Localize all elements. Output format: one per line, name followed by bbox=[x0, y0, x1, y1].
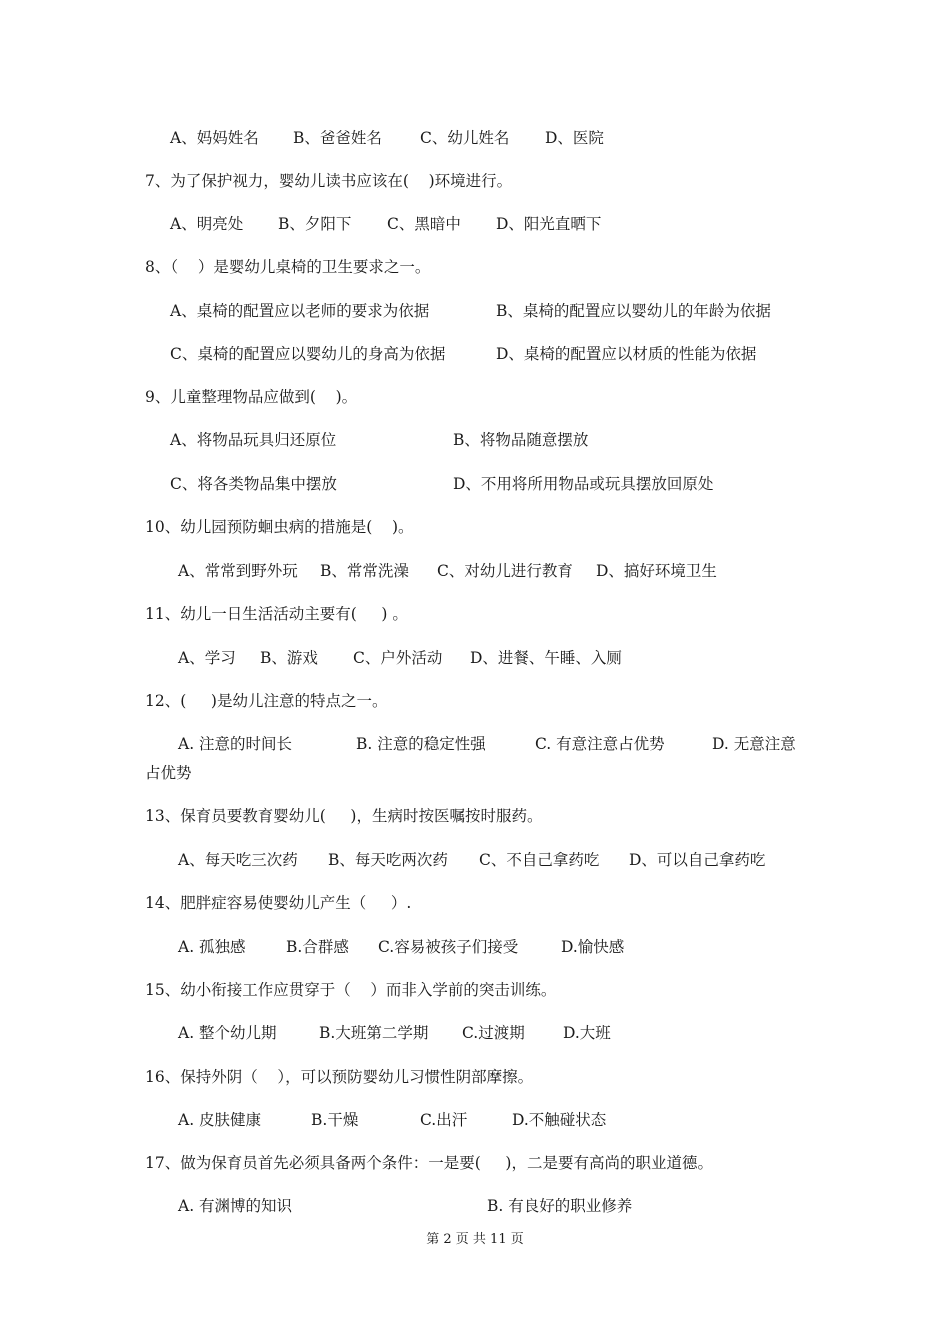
q12-option-c: C. 有意注意占优势 bbox=[535, 735, 665, 753]
q11-option-a: A、学习 bbox=[178, 649, 236, 667]
q10-option-c: C、对幼儿进行教育 bbox=[437, 562, 573, 580]
q9-stem: 9、儿童整理物品应做到( )。 bbox=[145, 388, 358, 406]
q9-option-c: C、将各类物品集中摆放 bbox=[170, 475, 337, 493]
q11-option-b: B、游戏 bbox=[260, 649, 318, 667]
q15-option-b: B.大班第二学期 bbox=[319, 1024, 429, 1042]
q17-option-b: B. 有良好的职业修养 bbox=[487, 1197, 633, 1215]
q13-option-d: D、可以自己拿药吃 bbox=[629, 851, 766, 869]
q11-option-c: C、户外活动 bbox=[353, 649, 443, 667]
q14-option-b: B.合群感 bbox=[286, 938, 349, 956]
q13-stem: 13、保育员要教育婴幼儿( )，生病时按医嘱按时服药。 bbox=[145, 807, 543, 825]
q16-option-d: D.不触碰状态 bbox=[512, 1111, 607, 1129]
q12-option-b: B. 注意的稳定性强 bbox=[356, 735, 486, 753]
q10-option-b: B、常常洗澡 bbox=[320, 562, 409, 580]
q8-option-a: A、桌椅的配置应以老师的要求为依据 bbox=[170, 302, 430, 320]
q9-option-b: B、将物品随意摆放 bbox=[453, 431, 589, 449]
q16-option-c: C.出汗 bbox=[420, 1111, 468, 1129]
q12-option-d: D. 无意注意 bbox=[712, 735, 796, 753]
q16-option-b: B.干燥 bbox=[311, 1111, 359, 1129]
q6-option-b: B、爸爸姓名 bbox=[293, 129, 382, 147]
q9-option-a: A、将物品玩具归还原位 bbox=[170, 431, 337, 449]
q9-option-d: D、不用将所用物品或玩具摆放回原处 bbox=[453, 475, 714, 493]
q7-option-d: D、阳光直晒下 bbox=[496, 215, 602, 233]
q6-option-d: D、医院 bbox=[545, 129, 604, 147]
q7-option-c: C、黑暗中 bbox=[387, 215, 461, 233]
q14-option-c: C.容易被孩子们接受 bbox=[378, 938, 519, 956]
q7-option-b: B、夕阳下 bbox=[278, 215, 352, 233]
q12-option-a: A. 注意的时间长 bbox=[178, 735, 293, 753]
page-footer: 第 2 页 共 11 页 bbox=[426, 1232, 524, 1247]
q10-stem: 10、幼儿园预防蛔虫病的措施是( )。 bbox=[145, 518, 414, 536]
q13-option-c: C、不自己拿药吃 bbox=[479, 851, 600, 869]
q12-stem: 12、( )是幼儿注意的特点之一。 bbox=[145, 692, 388, 710]
q7-option-a: A、明亮处 bbox=[170, 215, 244, 233]
q8-option-c: C、桌椅的配置应以婴幼儿的身高为依据 bbox=[170, 345, 446, 363]
q6-option-c: C、幼儿姓名 bbox=[420, 129, 510, 147]
q13-option-a: A、每天吃三次药 bbox=[178, 851, 298, 869]
q15-stem: 15、幼小衔接工作应贯穿于（ ）而非入学前的突击训练。 bbox=[145, 981, 557, 999]
q15-option-a: A. 整个幼儿期 bbox=[178, 1024, 277, 1042]
q13-option-b: B、每天吃两次药 bbox=[328, 851, 448, 869]
q11-option-d: D、进餐、午睡、入厕 bbox=[470, 649, 622, 667]
q17-stem: 17、做为保育员首先必须具备两个条件：一是要( )，二是要有高尚的职业道德。 bbox=[145, 1154, 713, 1172]
q8-option-d: D、桌椅的配置应以材质的性能为依据 bbox=[496, 345, 757, 363]
q10-option-d: D、搞好环境卫生 bbox=[596, 562, 717, 580]
q8-stem: 8、（ ）是婴幼儿桌椅的卫生要求之一。 bbox=[145, 258, 431, 276]
q10-option-a: A、常常到野外玩 bbox=[178, 562, 298, 580]
q11-stem: 11、幼儿一日生活活动主要有( ) 。 bbox=[145, 605, 408, 623]
q12-option-d-continuation: 占优势 bbox=[145, 764, 192, 782]
q6-option-a: A、妈妈姓名 bbox=[170, 129, 259, 147]
q17-option-a: A. 有渊博的知识 bbox=[178, 1197, 293, 1215]
q15-option-c: C.过渡期 bbox=[462, 1024, 525, 1042]
q14-option-d: D.愉快感 bbox=[561, 938, 625, 956]
q8-option-b: B、桌椅的配置应以婴幼儿的年龄为依据 bbox=[496, 302, 771, 320]
q14-option-a: A. 孤独感 bbox=[178, 938, 246, 956]
q16-stem: 16、保持外阴（ ），可以预防婴幼儿习惯性阴部摩擦。 bbox=[145, 1068, 534, 1086]
q14-stem: 14、肥胖症容易使婴幼儿产生（ ）. bbox=[145, 894, 412, 912]
q15-option-d: D.大班 bbox=[563, 1024, 611, 1042]
q7-stem: 7、为了保护视力，婴幼儿读书应该在( )环境进行。 bbox=[145, 172, 513, 190]
q16-option-a: A. 皮肤健康 bbox=[178, 1111, 262, 1129]
